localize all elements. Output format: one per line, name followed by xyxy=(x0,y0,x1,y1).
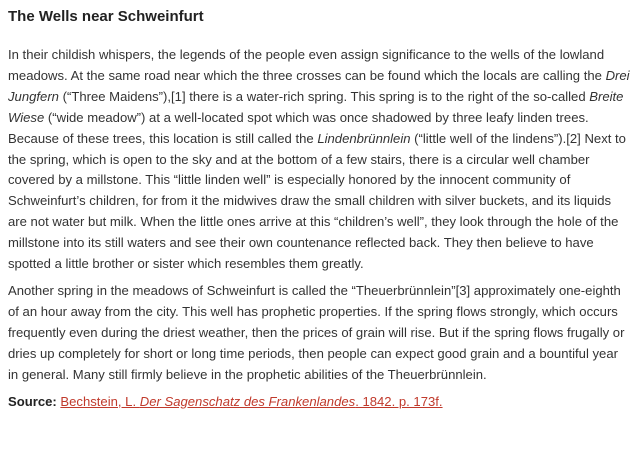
term-drei-jungfern: Drei Jungfern xyxy=(8,67,630,104)
source-work-title: Der Sagenschatz des Frankenlandes xyxy=(139,393,356,409)
paragraph-2: Another spring in the meadows of Schweinfurt is called the “Theuerbrünnlein”[3] approximately one-eighth of an hour away from the city. This well has prophetic properties. If the spring flows strongly, which occurs frequently even during the driest weather, then the prices of grain will rise. But if the spring flows frugally or dries up completely for short or long time periods, then people can expect good grain and a bountiful year in general. Many still firmly believe in the prophetic abilities of the Theuerbrünnlein. xyxy=(8,282,625,382)
paragraph-1-text-2: (“Three Maidens”),[1] there is a water-rich spring. This spring is to the right of the so-called xyxy=(58,88,590,104)
source-author: Bechstein, L. xyxy=(60,393,140,409)
source-link[interactable] xyxy=(60,394,442,409)
term-lindenbrunnlein: Lindenbrünnlein xyxy=(317,130,411,146)
source-label: Source: xyxy=(8,393,57,409)
page-title: The Wells near Schweinfurt xyxy=(8,8,204,25)
source-line xyxy=(8,392,630,413)
paragraph-1-text-3: (“wide meadow”) at a well-located spot which was once shadowed by three leafy linden trees. Because of these trees, this location is still called the xyxy=(8,109,589,146)
paragraph-1-text-4: (“little well of the lindens”).[2] Next to the spring, which is open to the sky and at the bottom of a few stairs, there is a circular well chamber covered by a millstone. This “little linden well” is especially honored by the innocent community of Schweinfurt’s children, for from it the midwives draw the small children with silver buckets, and its liquids are not water but milk. When the little ones arrive at this “children’s well”, they look through the hole of the millstone into its still waters and see their own countenance reflected back. They then believe to have spotted a little brother or sister which resembles them greatly. xyxy=(8,130,626,272)
source-details: . 1842. p. 173f. xyxy=(355,393,443,409)
term-breite-wiese: Breite Wiese xyxy=(8,88,624,125)
paragraph-1 xyxy=(8,45,630,275)
paragraph-1-text-1: In their childish whispers, the legends of the people even assign significance to the wells of the lowland meadows. At the same road near which the three crosses can be found which the locals are calling the xyxy=(8,47,606,83)
